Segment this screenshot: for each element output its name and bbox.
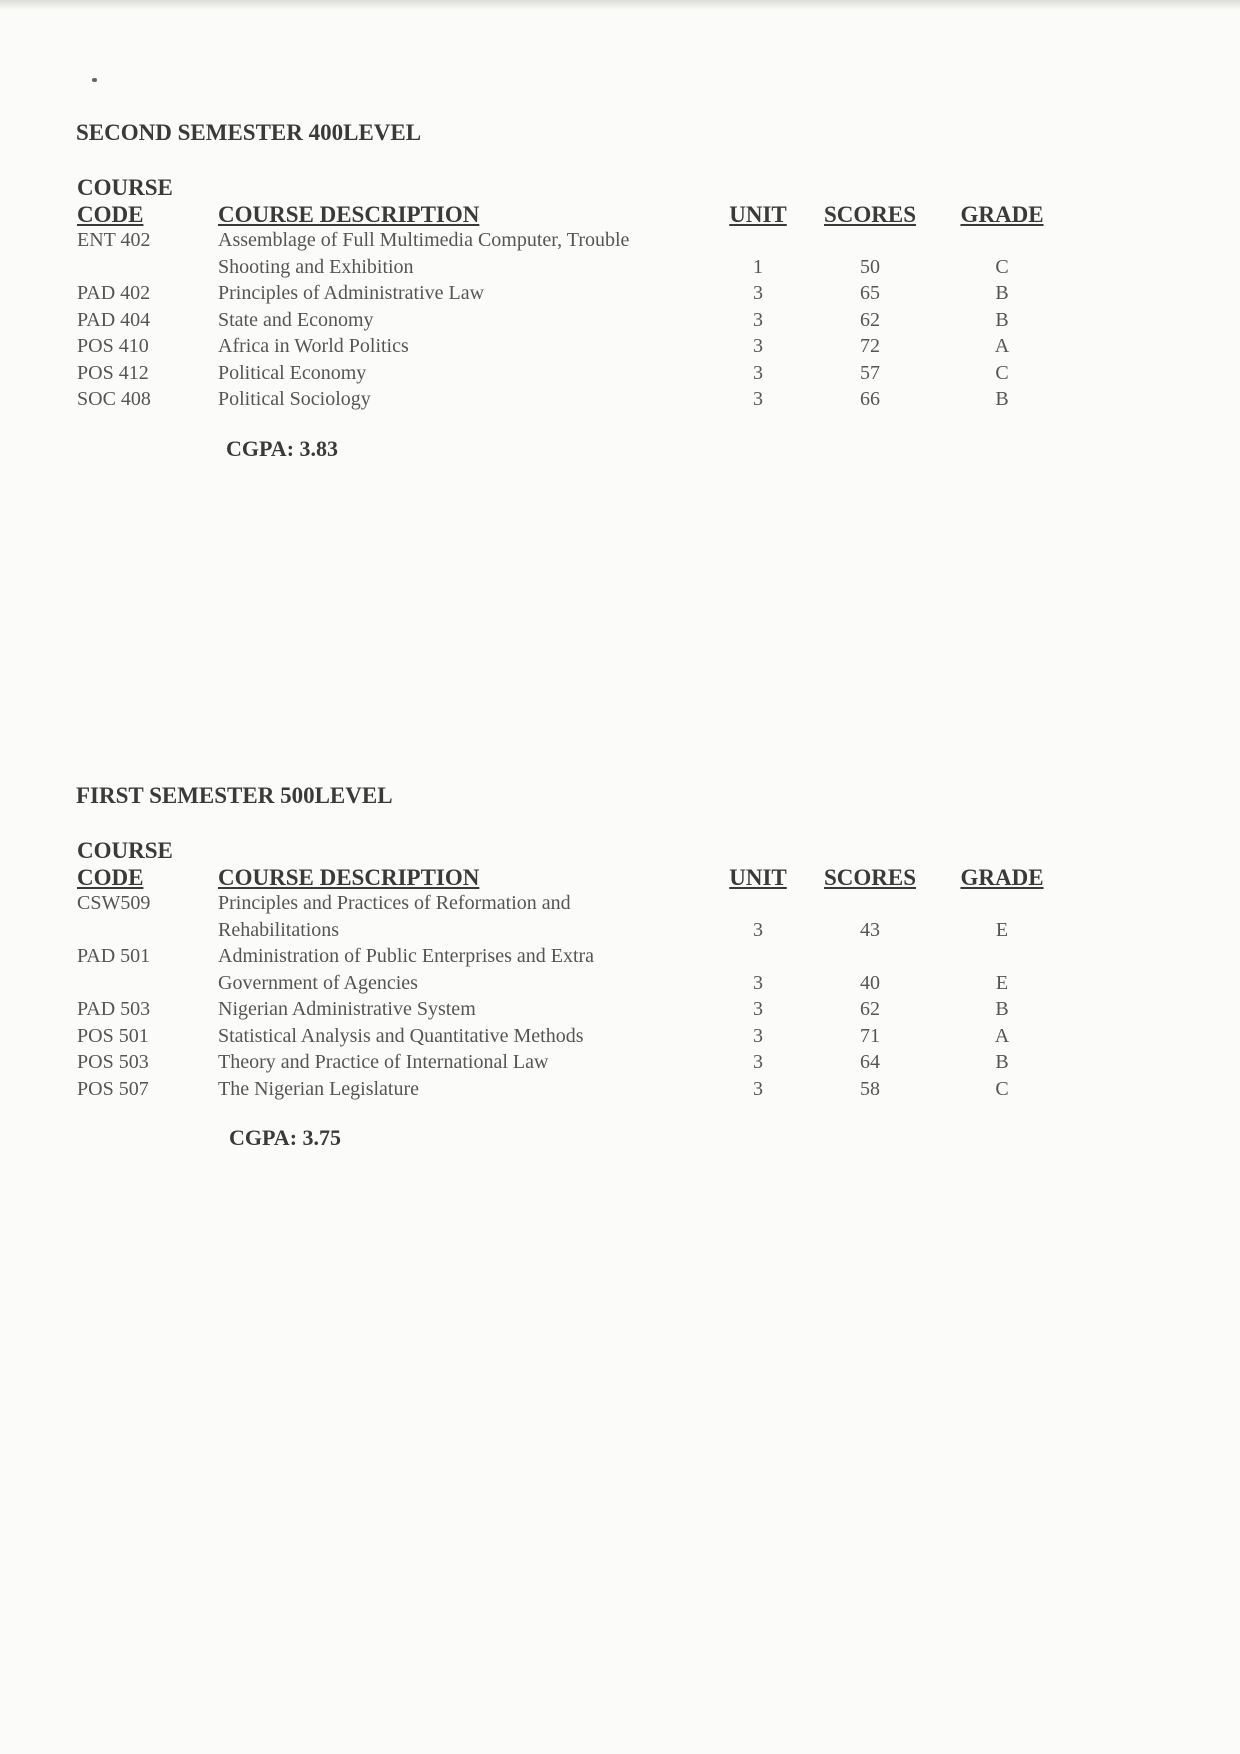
course-unit: 3 — [753, 308, 763, 331]
header-grade: GRADE — [960, 865, 1044, 890]
course-description: The Nigerian Legislature — [218, 1077, 420, 1100]
cgpa-value: CGPA: 3.75 — [229, 1125, 342, 1150]
course-score: 62 — [860, 308, 880, 331]
scan-speck — [92, 78, 97, 82]
header-course-description: COURSE DESCRIPTION — [218, 865, 480, 890]
course-description: Government of Agencies — [218, 971, 418, 994]
course-unit: 3 — [753, 282, 763, 304]
course-description: Statistical Analysis and Quantitative Methods — [218, 1024, 584, 1047]
course-grade: B — [995, 1051, 1009, 1073]
course-code: PAD 404 — [77, 308, 151, 331]
course-description: Principles and Practices of Reformation and — [218, 892, 571, 914]
course-grade: B — [995, 998, 1009, 1020]
section-title: SECOND SEMESTER 400LEVEL — [76, 120, 422, 145]
course-unit: 3 — [753, 1051, 763, 1073]
course-score: 43 — [860, 918, 880, 941]
course-code: SOC 408 — [77, 388, 151, 410]
course-grade: C — [995, 361, 1009, 384]
semester-section — [0, 783, 1240, 1150]
course-grade: B — [995, 308, 1009, 331]
course-unit: 3 — [753, 971, 763, 994]
course-score: 57 — [860, 361, 880, 384]
course-description: Principles of Administrative Law — [218, 282, 485, 304]
header-course-line1: COURSE — [77, 175, 173, 200]
course-description: Political Sociology — [218, 388, 371, 410]
course-grade: E — [995, 971, 1009, 994]
header-scores: SCORES — [823, 865, 917, 890]
header-scores: SCORES — [823, 202, 917, 227]
course-grade: C — [995, 1077, 1009, 1100]
header-unit: UNIT — [729, 202, 787, 227]
course-code: PAD 503 — [77, 998, 151, 1020]
header-course-code: CODE — [77, 865, 144, 890]
course-score: 50 — [860, 255, 880, 278]
course-unit: 3 — [753, 918, 763, 941]
course-code: PAD 402 — [77, 282, 151, 304]
course-description: Rehabilitations — [218, 918, 340, 941]
header-course-line1: COURSE — [77, 838, 173, 863]
course-description: Nigerian Administrative System — [218, 998, 476, 1020]
page-edge-shadow — [0, 0, 1240, 10]
course-score: 72 — [860, 335, 880, 357]
course-grade: C — [995, 255, 1009, 278]
course-unit: 3 — [753, 1077, 763, 1100]
course-unit: 3 — [753, 388, 763, 410]
course-code: POS 507 — [77, 1077, 149, 1100]
course-description: Theory and Practice of International Law — [218, 1051, 549, 1073]
course-description: Political Economy — [218, 361, 367, 384]
course-unit: 3 — [753, 998, 763, 1020]
course-unit: 3 — [753, 335, 763, 357]
course-grade: B — [995, 388, 1009, 410]
course-unit: 3 — [753, 361, 763, 384]
course-score: 62 — [860, 998, 880, 1020]
header-unit: UNIT — [729, 865, 787, 890]
course-description: Africa in World Politics — [218, 335, 409, 357]
course-unit: 1 — [753, 255, 763, 278]
header-course-description: COURSE DESCRIPTION — [218, 202, 480, 227]
course-description: State and Economy — [218, 308, 374, 331]
course-grade: A — [994, 1024, 1010, 1047]
course-code: PAD 501 — [77, 945, 151, 967]
course-grade: A — [994, 335, 1010, 357]
course-score: 40 — [860, 971, 880, 994]
course-score: 58 — [860, 1077, 880, 1100]
course-description: Shooting and Exhibition — [218, 255, 414, 278]
header-course-code: CODE — [77, 202, 144, 227]
course-unit: 3 — [753, 1024, 763, 1047]
course-score: 71 — [860, 1024, 880, 1047]
semester-section — [0, 120, 1240, 480]
course-code: POS 410 — [77, 335, 149, 357]
course-description: Assemblage of Full Multimedia Computer, Trouble — [218, 229, 630, 251]
course-grade: B — [995, 282, 1009, 304]
header-grade: GRADE — [960, 202, 1044, 227]
course-score: 64 — [860, 1051, 880, 1073]
course-code: ENT 402 — [77, 229, 151, 251]
cgpa-value: CGPA: 3.83 — [226, 435, 339, 461]
course-grade: E — [995, 918, 1009, 941]
course-code: POS 503 — [77, 1051, 149, 1073]
course-score: 65 — [860, 282, 880, 304]
course-description: Administration of Public Enterprises and Extra — [218, 945, 595, 967]
course-code: CSW509 — [77, 892, 151, 914]
course-code: POS 412 — [77, 361, 149, 384]
course-score: 66 — [860, 388, 880, 410]
course-code: POS 501 — [77, 1024, 149, 1047]
section-title: FIRST SEMESTER 500LEVEL — [76, 783, 393, 808]
